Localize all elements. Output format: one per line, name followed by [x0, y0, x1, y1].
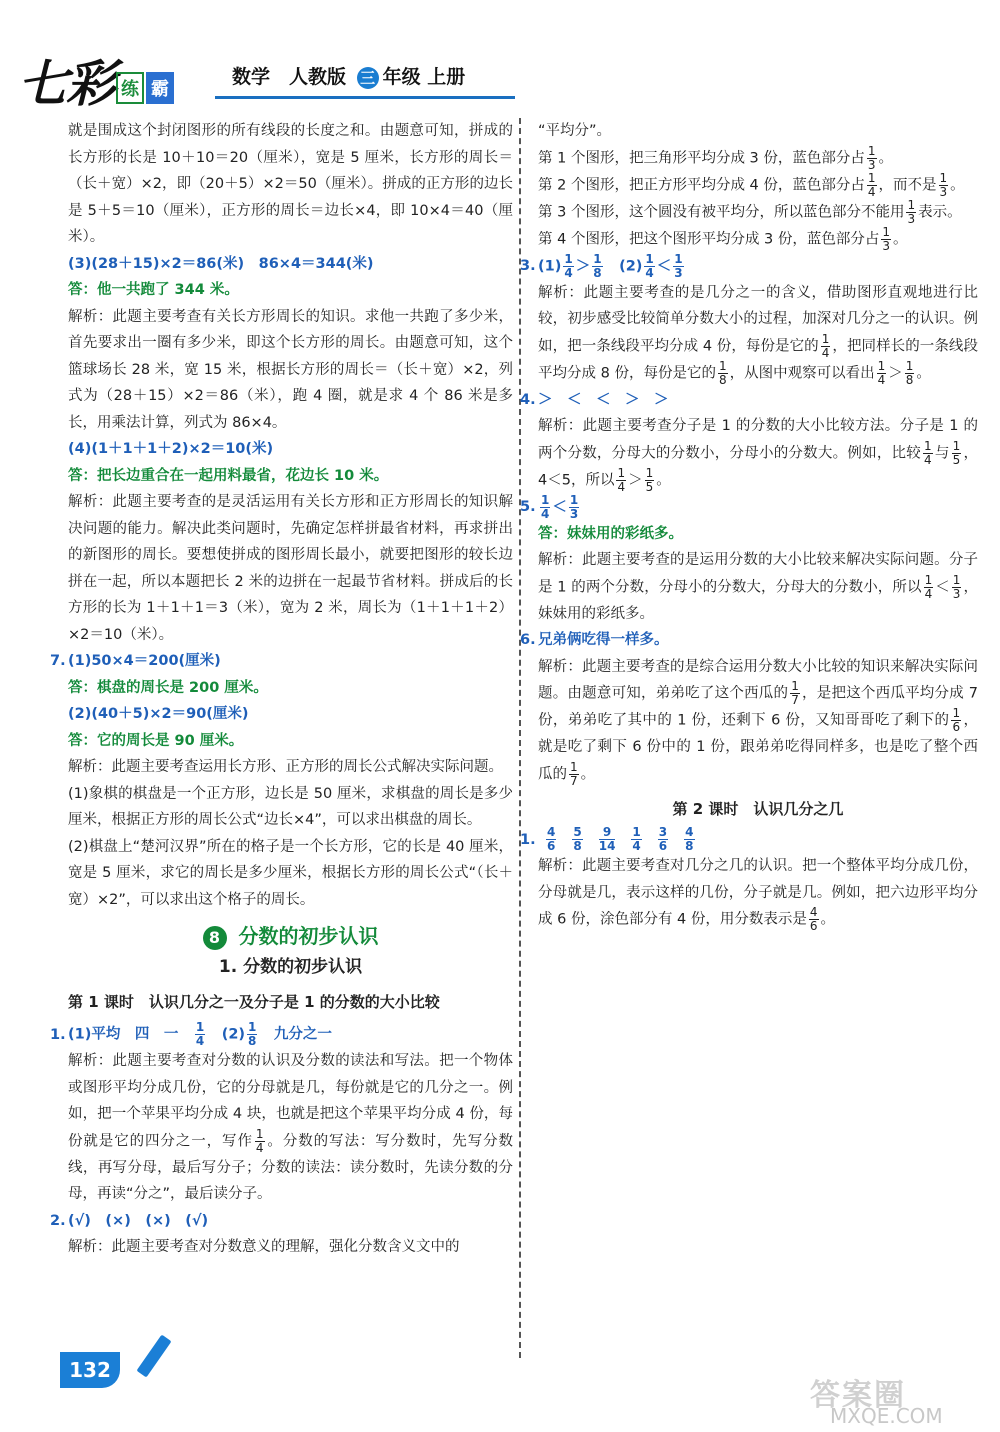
pencil-icon	[136, 1335, 171, 1378]
left-column	[50, 118, 514, 1261]
denominator: 8	[905, 372, 914, 387]
fraction	[923, 440, 933, 467]
denominator: 6	[658, 839, 668, 853]
analysis: 解析：此题主要考查分子是 1 的分数的大小比较方法。分子是 1 的两个分数，分母大的分数小，分母小的分数大。例如，比较 $\frac{1}{4}$ 与 $\frac{1}{5}$ ，4＜5，所以 $\frac{1}{4}$ ＞ $\frac{1}{5}$ 。	[538, 418, 979, 494]
analysis-text: ，妹妹用的彩纸多。	[538, 579, 978, 622]
fraction	[572, 826, 582, 853]
answer-text: 兄弟俩吃得一样多。	[538, 632, 669, 648]
answer: 答：它的周长是 90 厘米。	[68, 732, 244, 749]
answer-text: (1)	[538, 258, 562, 274]
subsection-title: 1. 分数的初步认识	[218, 957, 363, 977]
denominator: 7	[570, 773, 578, 788]
denominator: 4	[541, 506, 550, 521]
page-number: 132	[60, 1352, 120, 1388]
question-number: 7.	[50, 653, 66, 669]
denominator: 4	[924, 586, 933, 601]
denominator: 4	[821, 345, 830, 360]
fraction	[924, 574, 934, 601]
section-number: 8	[203, 926, 227, 950]
answer: 答：把长边重合在一起用料最省，花边长 10 米。	[68, 467, 389, 484]
answer-line	[520, 627, 978, 654]
denominator: 3	[867, 157, 876, 172]
equation-text: (1)50×4＝200(厘米)	[68, 653, 221, 669]
answer-text: (2)	[619, 258, 643, 274]
paragraph-text: 第 4 个图形，把这个图形平均分成 3 份，蓝色部分占	[538, 231, 880, 247]
analysis-text: ，4＜5，所以	[538, 445, 979, 488]
fraction	[867, 145, 877, 172]
fraction	[616, 467, 626, 494]
fraction	[255, 1128, 265, 1155]
answer: 答：妹妹用的彩纸多。	[538, 525, 683, 542]
watermark: 答案圈	[810, 1378, 906, 1413]
watermark-url: MXQE.COM	[830, 1404, 943, 1428]
paragraph	[538, 199, 978, 226]
analysis-text: 解析：此题主要考查对分数的认识及分数的读法和写法。把一个物体或图形平均分成几份，它的分母就是几，每份就是它的几分之一。例如，把一个苹果平均分成 4 块，也就是把这个苹果平均分成 4 份，每份就是它的四分之一，写作	[68, 1053, 513, 1149]
denominator: 5	[952, 452, 961, 467]
fraction	[951, 707, 961, 734]
paragraph-text: 第 3 个图形，这个圆没有被平均分，所以蓝色部分不能用	[538, 204, 905, 220]
answer-text: (2)	[221, 1026, 246, 1043]
numerator: 1	[924, 572, 933, 587]
answer-text: (1)平均 四 一	[68, 1026, 179, 1043]
analysis-text: ，是把这个西瓜平均分成 7 份，弟弟吃了其中的 1 份，还剩下 6 份，又知哥哥吃了剩下的	[538, 685, 979, 729]
denominator: 3	[674, 265, 683, 280]
fraction	[599, 826, 616, 853]
analysis: 解析：此题主要考查的是综合运用分数大小比较的知识来解决实际问题。由题意可知，弟弟吃了这个西瓜的 $\frac{1}{7}$ ，是把这个西瓜平均分成 7 份，弟弟吃了其中的 1 份，还剩下 6 份，又知哥哥吃了剩下的 $\frac{1}{6}$ ，就是吃了剩下 6 份中的 1 份，跟弟弟吃得同样多，也是吃了整个西瓜的 $\frac{1}{7}$ 。	[538, 658, 979, 788]
denominator: 4	[617, 479, 626, 494]
numerator: 1	[645, 465, 654, 480]
fraction-list	[538, 825, 703, 853]
numerator: 1	[905, 358, 914, 373]
numerator: 1	[617, 465, 626, 480]
fraction	[645, 467, 655, 494]
paragraph: 第 2 个图形，把正方形平均分成 4 份，蓝色部分占 $\frac{1}{4}$ ，而不是 $\frac{1}{3}$ 。	[538, 170, 965, 199]
fraction	[790, 680, 800, 707]
header-rule	[215, 96, 515, 99]
fraction	[905, 360, 915, 387]
analysis	[68, 1048, 513, 1208]
paragraph: “平均分”。	[538, 123, 612, 139]
fraction	[867, 172, 877, 199]
fraction	[247, 1021, 257, 1048]
denominator: 4	[255, 1140, 264, 1155]
fraction	[939, 172, 949, 199]
grade-badge: 三	[357, 67, 379, 89]
question-number: 1.	[520, 831, 536, 848]
question-number: 4.	[520, 391, 536, 408]
numerator: 5	[573, 825, 582, 839]
numerator: 4	[685, 825, 694, 839]
fraction	[906, 199, 916, 226]
page-header	[0, 0, 1000, 118]
equation	[50, 648, 513, 675]
denominator: 8	[685, 839, 694, 853]
denominator: 3	[907, 211, 916, 226]
analysis: 解析：此题主要考查的是灵活运用有关长方形和正方形周长的知识解决问题的能力。解决此类问题时，先确定怎样拼最省材料，再求拼出的新图形的周长。要想使拼成的图形周长最小，就要把图形的较长边拼在一起，所以本题把长 2 米的边拼在一起最节省材料。拼成后的长方形的长为 1＋1＋1＝3（米），宽为 2 米，周长为（1＋1＋1＋2）×2＝10（米）。	[68, 494, 513, 643]
denominator: 5	[645, 479, 654, 494]
numerator: 4	[809, 905, 818, 919]
fraction	[881, 226, 891, 253]
fraction	[592, 253, 602, 280]
denominator: 4	[564, 265, 573, 280]
numerator: 1	[195, 1020, 205, 1034]
numerator: 1	[821, 331, 830, 346]
answer-line: 3. (1) $\frac{1}{4}$ ＞ $\frac{1}{8}$ (2) $\frac{1}{4}$ ＜ $\frac{1}{3}$	[520, 251, 683, 280]
paragraph: 就是围成这个封闭图形的所有线段的长度之和。由题意可知，拼成的长方形的长是 10＋10＝20（厘米），宽是 5 厘米，长方形的周长＝（长＋宽）×2，即（20＋5）×2＝50（厘米）。拼成的正方形的边长是 5＋5＝10（厘米），正方形的周长＝边长×4，即 10×4＝40（厘米）。	[68, 123, 513, 245]
lesson-title: 第 2 课时 认识几分之几	[672, 799, 844, 818]
denominator: 4	[924, 452, 932, 467]
analysis-text: 解析：此题主要考查分子是 1 的分数的大小比较方法。分子是 1 的两个分数，分母大的分数小，分母小的分数大。例如，比较	[538, 418, 978, 461]
denominator: 8	[718, 372, 727, 387]
logo-tag: 练	[116, 72, 144, 104]
answer-text: ＞ ＜ ＜ ＞ ＞	[538, 391, 669, 408]
column-divider	[519, 118, 523, 1358]
fraction	[673, 253, 683, 280]
fraction	[195, 1021, 205, 1048]
denominator: 4	[867, 184, 876, 199]
section-heading	[68, 923, 513, 950]
grade-label: 年级 上册	[382, 66, 466, 88]
fraction	[569, 494, 579, 521]
paragraph: 第 4 个图形，把这个图形平均分成 3 份，蓝色部分占 $\frac{1}{3}$ 。	[538, 224, 908, 253]
paragraph-text: 第 1 个图形，把三角形平均分成 3 份，蓝色部分占	[538, 150, 865, 166]
numerator: 1	[791, 679, 799, 693]
analysis-text: ，就是吃了剩下 6 份中的 1 份，跟弟弟吃得同样多，也是吃了整个西瓜的	[538, 712, 979, 782]
paragraph: (1)象棋的棋盘是一个正方形，边长是 50 厘米，求棋盘的周长是多少厘米，根据正方形的周长公式“边长×4”，可以求出棋盘的周长。	[68, 785, 513, 828]
analysis: 解析：此题主要考查对分数意义的理解，强化分数含义文中的	[68, 1239, 460, 1255]
answer-line: 5. $\frac{1}{4}$ ＜ $\frac{1}{3}$	[520, 492, 579, 521]
fraction	[658, 826, 668, 853]
denominator: 7	[791, 693, 799, 707]
analysis-text: 与	[934, 445, 950, 461]
denominator: 4	[645, 265, 654, 280]
brand-logo	[18, 44, 174, 116]
fraction	[877, 360, 887, 387]
fraction	[631, 826, 641, 853]
book-subject	[232, 62, 465, 89]
paragraph: (2)棋盘上“楚河汉界”所在的格子是一个长方形，它的长是 40 厘米，宽是 5 厘米，求它的周长是多少厘米，根据长方形的周长公式“（长＋宽）×2”，可以求出这个格子的周长。	[68, 838, 513, 908]
numerator: 1	[718, 358, 727, 373]
fraction	[540, 494, 550, 521]
lesson-title: 第 1 课时 认识几分之一及分子是 1 的分数的大小比较	[68, 992, 440, 1011]
answer-line	[520, 825, 978, 853]
analysis: 解析：此题主要考查有关长方形周长的知识。求他一共跑了多少米，首先要求出一圈有多少米，即这个长方形的周长。由题意可知，这个篮球场长 28 米，宽 15 米，根据长方形的周长＝（长＋宽）×2，列式为（28＋15）×2＝86（米），跑 4 圈，就是求 4 个 86 米是多长，用乘法计算，列式为 86×4。	[68, 308, 513, 431]
numerator: 1	[952, 706, 961, 720]
question-number: 5.	[520, 499, 536, 515]
denominator: 3	[952, 586, 961, 601]
analysis-text: 解析：此题主要考查的是运用分数的大小比较来解决实际问题。分子是 1 的两个分数，分母小的分数大，分母大的分数小，所以	[538, 552, 978, 595]
fraction	[546, 826, 556, 853]
denominator: 4	[632, 839, 641, 853]
equation: (4)(1＋1＋1＋2)×2＝10(米)	[68, 441, 274, 457]
numerator: 1	[952, 438, 961, 453]
question-number: 3.	[520, 258, 536, 274]
analysis: 解析：此题主要考查的是运用分数的大小比较来解决实际问题。分子是 1 的两个分数，分母小的分数大，分母大的分数小，所以 $\frac{1}{4}$ ＜ $\frac{1}{3}$ ，妹妹用的彩纸多。	[538, 552, 978, 622]
equation: (3)(28＋15)×2＝86(米) 86×4＝344(米)	[68, 255, 374, 272]
denominator: 6	[547, 839, 556, 853]
analysis: 解析：此题主要考查运用长方形、正方形的周长公式解决实际问题。	[68, 759, 503, 775]
numerator: 4	[547, 825, 556, 839]
fraction	[952, 440, 962, 467]
numerator: 1	[867, 170, 876, 185]
fraction	[563, 253, 573, 280]
denominator: 14	[598, 839, 616, 853]
numerator: 1	[570, 759, 578, 774]
denominator: 3	[882, 238, 891, 253]
logo-text: 七彩	[18, 55, 114, 113]
fraction	[821, 333, 831, 360]
paragraph-text: 第 2 个图形，把正方形平均分成 4 份，蓝色部分占	[538, 177, 865, 193]
answer: 答：他一共跑了 344 米。	[68, 282, 239, 298]
denominator: 3	[939, 184, 948, 199]
fraction	[718, 360, 728, 387]
answer-line	[520, 387, 978, 414]
right-column	[520, 118, 979, 933]
numerator: 1	[877, 358, 886, 373]
numerator: 1	[924, 438, 932, 453]
question-number: 6.	[520, 632, 536, 648]
numerator: 1	[569, 492, 579, 507]
numerator: 1	[541, 492, 550, 507]
numerator: 1	[907, 197, 916, 212]
analysis-text: 解析：此题主要考查对几分之几的认识。把一个整体平均分成几份，分母就是几，表示这样的几份，分子就是几。例如，把六边形平均分成 6 份，涂色部分有 4 份，用分数表示是	[538, 858, 978, 928]
numerator: 1	[952, 572, 961, 587]
analysis-text: 解析：此题主要考查的是几分之一的含义，借助图形直观地进行比较，初步感受比较简单分数大小的过程，加深对几分之一的认识。例如，把一条线段平均分成 4 份，每份是它的	[538, 284, 978, 354]
subject-label: 数学 人教版	[232, 66, 347, 88]
numerator: 1	[248, 1020, 257, 1034]
fraction	[684, 826, 694, 853]
numerator: 1	[564, 251, 573, 266]
answer-text: (√) (×) (×) (√)	[68, 1212, 209, 1229]
paragraph-text: ，而不是	[878, 177, 937, 193]
equation: (2)(40＋5)×2＝90(厘米)	[68, 706, 249, 722]
analysis: 解析：此题主要考查对几分之几的认识。把一个整体平均分成几份，分母就是几，表示这样的几份，分子就是几。例如，把六边形平均分成 6 份，涂色部分有 4 份，用分数表示是 $\frac{4}{6}$ 。	[538, 858, 978, 933]
answer-line	[50, 1020, 513, 1048]
question-number: 2.	[50, 1212, 66, 1229]
answer: 答：棋盘的周长是 200 厘米。	[68, 679, 268, 696]
analysis-text: ，把同样长的一条线段平均分成 8 份，每份是它的	[538, 338, 978, 381]
logo-tag: 霸	[146, 72, 174, 104]
fraction	[644, 253, 654, 280]
denominator: 8	[593, 265, 602, 280]
fraction	[809, 906, 819, 933]
fraction	[569, 761, 579, 788]
analysis-text: 。分数的写法：写分数时，先写分数线，再写分母，最后写分子；分数的读法：读分数时，先读分数的分母，再读“分之”，最后读分子。	[68, 1133, 514, 1202]
numerator: 1	[867, 143, 876, 158]
denominator: 8	[248, 1034, 257, 1048]
answer-line	[50, 1208, 513, 1235]
analysis: 解析：此题主要考查的是几分之一的含义，借助图形直观地进行比较，初步感受比较简单分数大小的过程，加深对几分之一的认识。例如，把一条线段平均分成 4 份，每份是它的 $\frac{1}{4}$ ，把同样长的一条线段平均分成 8 份，每份是它的 $\frac{1}{8}$ ，从图中观察可以看出 $\frac{1}{4}$ ＞ $\frac{1}{8}$ 。	[538, 284, 978, 387]
numerator: 1	[632, 825, 641, 839]
question-number: 1.	[50, 1026, 66, 1043]
numerator: 1	[939, 170, 948, 185]
denominator: 8	[573, 839, 582, 853]
denominator: 6	[952, 720, 961, 734]
analysis-text: ，从图中观察可以看出	[729, 365, 875, 381]
numerator: 1	[255, 1126, 264, 1141]
section-title: 分数的初步认识	[238, 924, 379, 948]
fraction	[952, 574, 962, 601]
denominator: 4	[195, 1034, 205, 1048]
denominator: 4	[877, 372, 886, 387]
denominator: 3	[569, 506, 579, 521]
numerator: 1	[882, 224, 891, 239]
paragraph-text: 表示。	[918, 204, 962, 220]
paragraph: 第 1 个图形，把三角形平均分成 3 份，蓝色部分占 $\frac{1}{3}$ 。	[538, 143, 894, 172]
numerator: 1	[674, 251, 683, 266]
numerator: 9	[599, 826, 616, 840]
numerator: 1	[645, 251, 654, 266]
answer-text: 九分之一	[273, 1026, 332, 1043]
denominator: 6	[809, 919, 818, 933]
numerator: 3	[658, 825, 668, 839]
numerator: 1	[593, 251, 602, 266]
analysis-text: 解析：此题主要考查的是综合运用分数大小比较的知识来解决实际问题。由题意可知，弟弟吃了这个西瓜的	[538, 658, 978, 702]
